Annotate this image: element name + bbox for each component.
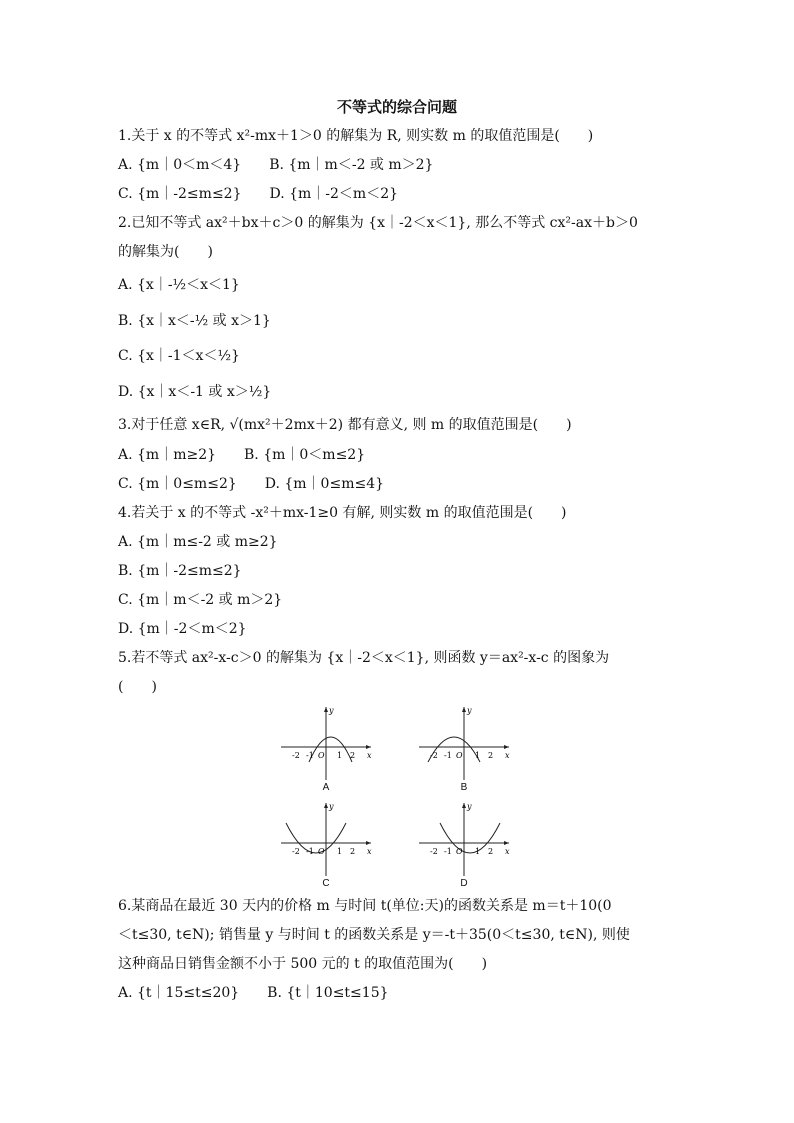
q1-options-ab: A. {m｜0＜m＜4} B. {m｜m＜-2 或 m＞2} (118, 157, 434, 173)
graph-a-tick-neg1: -1 (306, 751, 314, 760)
q4-option-b: B. {m｜-2≤m≤2} (118, 563, 242, 579)
q4-option-a: A. {m｜m≤-2 或 m≥2} (118, 534, 278, 550)
graph-b-tick-1: 1 (475, 751, 481, 760)
q3-options-cd: C. {m｜0≤m≤2} D. {m｜0≤m≤4} (118, 476, 385, 492)
graph-d-svg (414, 798, 514, 878)
page-title: 不等式的综合问题 (336, 98, 457, 116)
graph-c-x-label: x (367, 847, 372, 856)
q6-stem-line2: ＜t≤30, t∈N); 销售量 y 与时间 t 的函数关系是 y＝-t＋35(0＜t≤30, t∈N), 则使 (118, 927, 630, 943)
graph-c-tick-origin: O (318, 847, 325, 856)
graph-a-x-label: x (367, 751, 372, 760)
q3-stem: 3.对于任意 x∈R, √(mx²＋2mx＋2) 都有意义, 则 m 的取值范围是( ) (118, 417, 572, 433)
q4-option-d: D. {m｜-2＜m＜2} (118, 621, 247, 637)
graph-b (414, 702, 514, 797)
graph-a-tick-1: 1 (337, 751, 343, 760)
graph-b-tick-origin: O (456, 751, 463, 760)
graph-b-x-label: x (505, 751, 510, 760)
graph-c (276, 798, 376, 893)
graph-a-tick-origin: O (318, 751, 325, 760)
graph-d-tick-neg1: -1 (444, 847, 452, 856)
graph-d-x-label: x (505, 847, 510, 856)
graph-b-tick-neg2: -2 (430, 751, 438, 760)
graph-c-tick-neg1: -1 (306, 847, 314, 856)
q6-stem-line3: 这种商品日销售金额不小于 500 元的 t 的取值范围为( ) (118, 956, 488, 972)
graph-c-tick-1: 1 (337, 847, 343, 856)
graph-b-svg (414, 702, 514, 782)
q5-graph-options (276, 702, 526, 892)
q5-stem-line1: 5.若不等式 ax²-x-c＞0 的解集为 {x｜-2＜x＜1}, 则函数 y＝ax²-x-c 的图象为 (118, 650, 610, 666)
graph-b-tick-neg1: -1 (444, 751, 452, 760)
graph-b-y-label: y (467, 706, 472, 715)
graph-c-tick-neg2: -2 (292, 847, 300, 856)
graph-b-label: B (460, 782, 468, 793)
q2-option-b: B. {x｜x＜-½ 或 x＞1} (118, 313, 271, 329)
graph-d-tick-2: 2 (488, 847, 494, 856)
q2-option-d: D. {x｜x＜-1 或 x＞½} (118, 384, 272, 400)
graph-d-tick-origin: O (456, 847, 463, 856)
graph-c-tick-2: 2 (350, 847, 356, 856)
q2-option-a: A. {x｜-½＜x＜1} (118, 277, 240, 293)
graph-d-label: D (460, 878, 468, 889)
graph-a-tick-2: 2 (350, 751, 356, 760)
q2-option-c: C. {x｜-1＜x＜½} (118, 348, 240, 364)
q1-options-cd: C. {m｜-2≤m≤2} D. {m｜-2＜m＜2} (118, 186, 399, 202)
graph-a-svg (276, 702, 376, 782)
graph-a-y-label: y (329, 706, 334, 715)
q2-stem-line1: 2.已知不等式 ax²＋bx＋c＞0 的解集为 {x｜-2＜x＜1}, 那么不等式 cx²-ax＋b＞0 (118, 215, 638, 231)
q4-option-c: C. {m｜m＜-2 或 m＞2} (118, 592, 283, 608)
graph-b-tick-2: 2 (488, 751, 494, 760)
q6-options-ab: A. {t｜15≤t≤20} B. {t｜10≤t≤15} (118, 985, 389, 1001)
q2-stem-line2: 的解集为( ) (118, 244, 213, 260)
graph-d-y-label: y (467, 802, 472, 811)
q6-stem-line1: 6.某商品在最近 30 天内的价格 m 与时间 t(单位:天)的函数关系是 m＝t＋10(0 (118, 898, 612, 914)
graph-d-tick-neg2: -2 (430, 847, 438, 856)
graph-a (276, 702, 376, 797)
q4-stem: 4.若关于 x 的不等式 -x²＋mx-1≥0 有解, 则实数 m 的取值范围是( ) (118, 505, 567, 521)
q5-stem-line2: ( ) (118, 679, 157, 695)
graph-a-label: A (322, 782, 330, 793)
graph-c-label: C (322, 878, 330, 889)
graph-c-svg (276, 798, 376, 878)
graph-d (414, 798, 514, 893)
graph-c-y-label: y (329, 802, 334, 811)
graph-a-tick-neg2: -2 (292, 751, 300, 760)
q1-stem: 1.关于 x 的不等式 x²-mx＋1＞0 的解集为 R, 则实数 m 的取值范围是( ) (118, 128, 594, 144)
q3-options-ab: A. {m｜m≥2} B. {m｜0＜m≤2} (118, 447, 366, 463)
graph-d-tick-1: 1 (475, 847, 481, 856)
